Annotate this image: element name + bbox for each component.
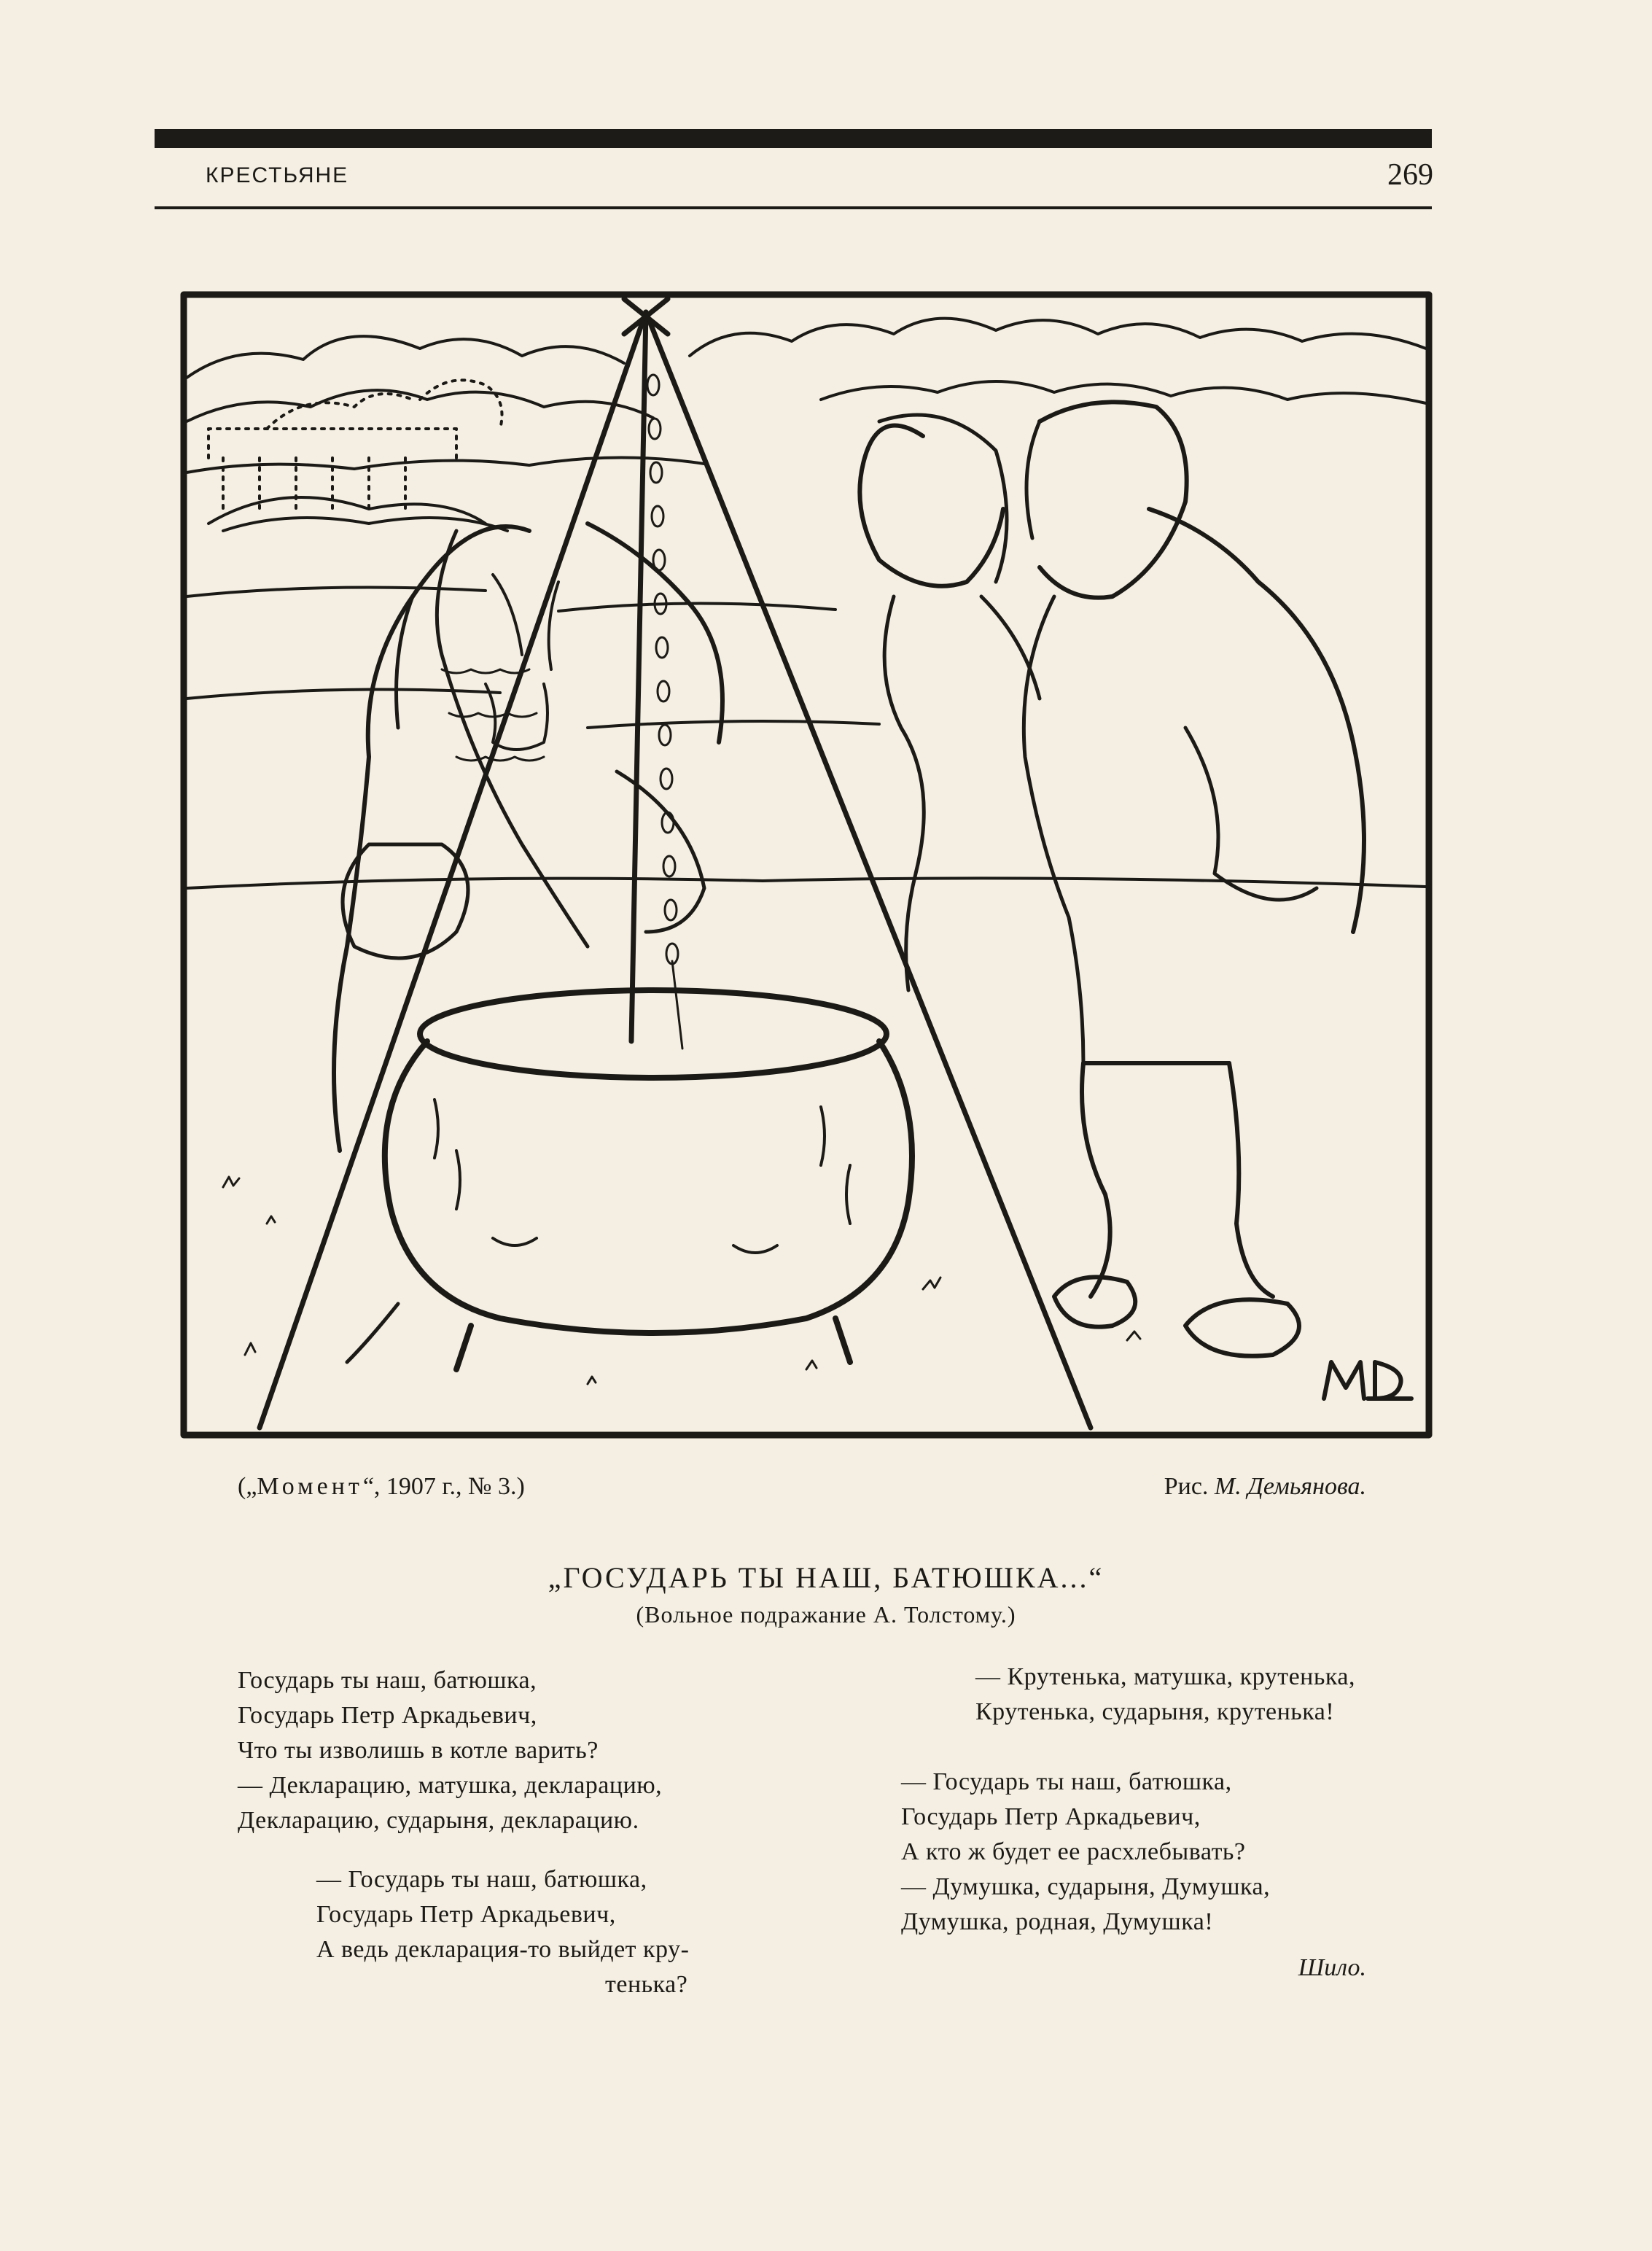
poem-line: Государь Петр Аркадьевич, <box>238 1702 537 1729</box>
header-rule <box>155 206 1432 209</box>
poem-line: Крутенька, сударыня, крутенька! <box>975 1698 1335 1725</box>
poem-line: — Государь ты наш, батюшка, <box>316 1866 647 1893</box>
poem-stanza-3 <box>975 1660 1355 1730</box>
cauldron <box>347 990 912 1369</box>
clouds <box>187 319 1426 728</box>
poem-line: — Думушка, сударыня, Думушка, <box>901 1873 1271 1900</box>
poem-line: Думушка, родная, Думушка! <box>901 1908 1214 1935</box>
cartoon-illustration <box>179 290 1433 1439</box>
distant-palace <box>209 380 502 509</box>
artist-name: М. Демьянова. <box>1214 1473 1366 1500</box>
poem-line: Государь Петр Аркадьевич, <box>901 1803 1201 1830</box>
running-title: КРЕСТЬЯНЕ <box>206 163 349 187</box>
poem-line: Государь Петр Аркадьевич, <box>316 1901 616 1928</box>
chain <box>647 375 682 1049</box>
artist-monogram <box>1324 1362 1411 1399</box>
poem-line: тенька? <box>605 1971 688 1998</box>
poem-line: А кто ж будет ее расхлебывать? <box>901 1838 1246 1865</box>
artist-caption <box>1164 1473 1366 1501</box>
poem-stanza-2 <box>316 1862 689 2002</box>
poem-line: — Государь ты наш, батюшка, <box>901 1768 1232 1795</box>
poem-line: Государь ты наш, батюшка, <box>238 1667 537 1694</box>
poem-stanza-1 <box>238 1663 662 1838</box>
poem-signature: Шило. <box>1298 1954 1366 1981</box>
poem-stanza-4 <box>901 1765 1270 1940</box>
old-woman <box>860 415 1040 990</box>
artist-prefix: Рис. <box>1164 1473 1215 1500</box>
poem-line: Декларацию, сударыня, декларацию. <box>238 1807 639 1834</box>
bearded-official <box>334 524 722 1151</box>
poem-line: Что ты изволишь в котле варить? <box>238 1737 599 1764</box>
poem-line: — Крутенька, матушка, крутенька, <box>975 1663 1355 1690</box>
poem-title: „ГОСУДАРЬ ТЫ НАШ, БАТЮШКА...“ <box>548 1561 1104 1594</box>
source-journal-name: Момент <box>257 1473 363 1500</box>
horizon <box>187 878 1426 888</box>
poem-subtitle: (Вольное подражание А. Толстому.) <box>636 1601 1016 1628</box>
page-number: 269 <box>1387 158 1433 192</box>
header-bar <box>155 129 1432 148</box>
source-caption-open: („ <box>238 1473 257 1500</box>
poem-line: А ведь декларация-то выйдет кру- <box>316 1936 690 1963</box>
poem-line: — Декларацию, матушка, декларацию, <box>238 1772 663 1799</box>
source-caption <box>238 1473 525 1501</box>
source-caption-rest: “, 1907 г., № 3.) <box>362 1473 525 1500</box>
